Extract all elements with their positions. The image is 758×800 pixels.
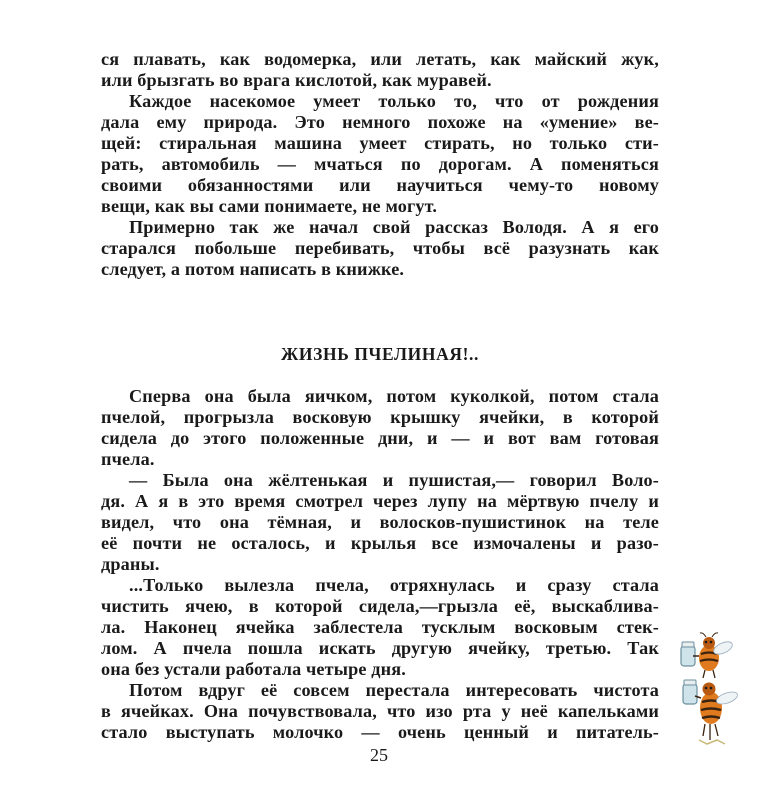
text-line: или брызгать во врага кислотой, как муравей. xyxy=(101,70,492,90)
text-line: лом. А пчела пошла искать другую ячейку, третью. Так xyxy=(101,638,659,658)
text-line: Каждое насекомое умеет только то, что от рождения xyxy=(129,91,659,111)
text-line: она без устали работала четыре дня. xyxy=(101,659,406,679)
text-line: пчелой, прогрызла восковую крышку ячейки, в которой xyxy=(101,407,659,427)
text-line: следует, а потом написать в книжке. xyxy=(101,259,405,279)
text-line: ...Только вылезла пчела, отряхнулась и сразу стала xyxy=(129,575,659,595)
text-line: ся плавать, как водомерка, или летать, как майский жук, xyxy=(101,49,659,69)
text-line: Потом вдруг её совсем перестала интересовать чистота xyxy=(129,680,659,700)
text-line: стало выступать молочко — очень ценный и питатель- xyxy=(101,722,659,742)
text-line: пчела. xyxy=(101,449,155,469)
text-line: — Была она жёлтенькая и пушистая,— говорил Воло- xyxy=(129,470,659,490)
text-line: сидела до этого положенные дни, и — и вот вам готовая xyxy=(101,428,659,448)
text-line: в ячейках. Она почувствовала, что изо рта у неё капельками xyxy=(101,701,659,721)
text-line: щей: стиральная машина умеет стирать, но только сти- xyxy=(101,133,659,153)
text-line: рать, автомобиль — мчаться по дорогам. А поменяться xyxy=(101,154,659,174)
text-line: ла. Наконец ячейка заблестела тусклым восковым стек- xyxy=(101,617,659,637)
text-line: вещи, как вы сами понимаете, не могут. xyxy=(101,196,438,216)
text-line: Сперва она была яичком, потом куколкой, потом стала xyxy=(129,386,659,406)
text-line: старался побольше перебивать, чтобы всё разузнать как xyxy=(101,238,659,258)
text-line: видел, что она тёмная, и волосков-пушистинок на теле xyxy=(101,512,659,532)
text-line: драны. xyxy=(101,554,160,574)
text-line: чистить ячею, в которой сидела,—грызла её, выскаблива- xyxy=(101,596,659,616)
chapter-heading: ЖИЗНЬ ПЧЕЛИНАЯ!.. xyxy=(281,344,479,364)
text-line: её почти не осталось, и крылья все измочалены и разо- xyxy=(101,533,659,553)
text-line: Примерно так же начал свой рассказ Володя. А я его xyxy=(129,217,659,237)
text-line: дя. А я в это время смотрел через лупу на мёртвую пчелу и xyxy=(101,491,659,511)
text-line: дала ему природа. Это немного похоже на «умение» ве- xyxy=(101,112,659,132)
bee-with-jar-icon xyxy=(683,680,739,744)
bee-with-jar-icon xyxy=(681,633,734,678)
text-line: своими обязанностями или научиться чему-то новому xyxy=(101,175,659,195)
bees-illustration xyxy=(673,632,749,748)
page-number: 25 xyxy=(370,745,388,765)
